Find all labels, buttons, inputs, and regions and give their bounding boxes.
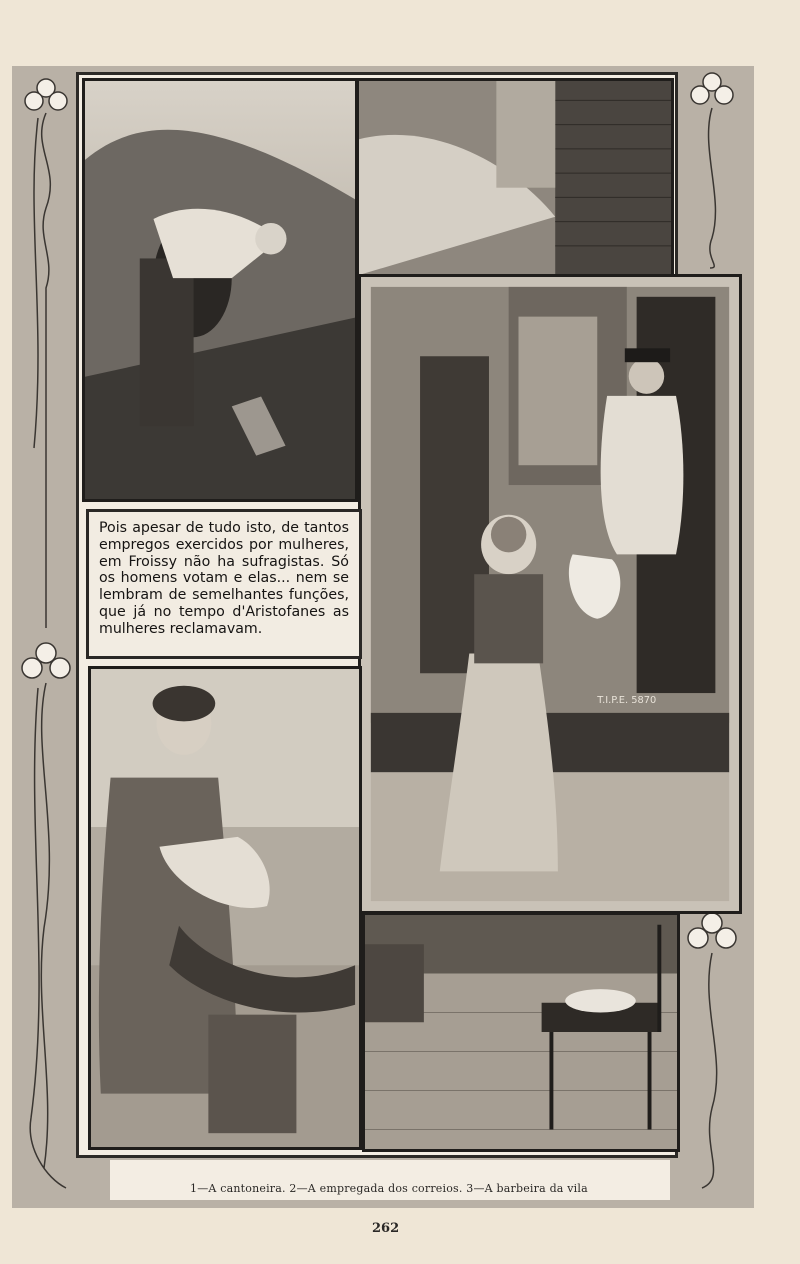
article-body-text: Pois apesar de tudo isto, de tantos empregos exercidos por mulheres, em Froissy não ha sufragistas. Só os homens votam e elas... nem se lembram de semelhantes funções, que já no tempo d'Aristofanes as mulheres reclamavam. [99, 520, 349, 637]
photo-road-worker-left [82, 78, 358, 502]
photo-postal-worker [358, 274, 742, 914]
photo-village-barber-left [88, 666, 362, 1150]
article-text-box [86, 509, 362, 659]
caption-text: 1—A cantoneira. 2—A empregada dos correios. 3—A barbeira da vila [190, 1182, 588, 1195]
page-number: 262 [372, 1221, 400, 1236]
photo-caption [110, 1160, 670, 1200]
train-plate: T.I.P.E. 5870 [597, 694, 657, 706]
photo-road-worker-right [356, 78, 674, 278]
left-vine-ornament [16, 68, 76, 1208]
photo-village-barber-right [362, 912, 680, 1152]
